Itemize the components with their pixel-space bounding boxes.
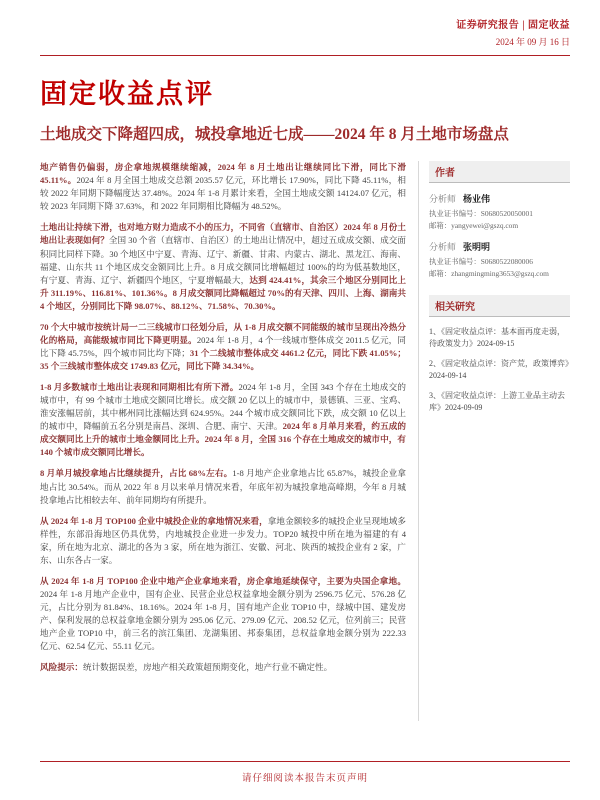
paragraph-text: 全国 30 个省（直辖市、自治区）的土地出让情况中，超过五成成交额、成交面积同比同样下降。30 个地区中宁夏、青海、辽宁、新疆、甘肃、内蒙古、湖北、黑龙江、海南、福建、山东共 11 个地区成交金额同比上升。8 月成交额同比增幅超过 100%的均为低基数地区，有宁夏、青海、辽宁、新疆四个地区，宁夏增幅最大， <box>40 235 406 285</box>
body-paragraph <box>40 661 406 674</box>
paragraph-emphasis: 从 2024 年 1-8 月 TOP100 企业中地产企业拿地来看，房企拿地延续保守，主要为央国企拿地。 <box>40 575 406 586</box>
report-category: 证券研究报告 | 固定收益 <box>456 20 570 31</box>
analyst-card <box>429 192 570 231</box>
body-paragraph <box>40 515 406 567</box>
related-research-item: 3、《固定收益点评：上游工业品主动去库》2024-09-09 <box>429 390 565 412</box>
analyst-certificate: 执业证书编号：S0680520050001 <box>429 209 533 219</box>
paragraph-emphasis: 从 2024 年 1-8 月 TOP100 企业中城投企业的拿地情况来看， <box>40 515 268 526</box>
report-subtitle: 土地成交下降超四成，城投拿地近七成——2024 年 8 月土地市场盘点 <box>40 126 509 143</box>
content-area <box>40 161 570 721</box>
page-title: 固定收益点评 <box>40 79 214 109</box>
author-section-label: 作者 <box>429 161 570 183</box>
paragraph-text: 2024 年 1-8 月，4 个一线城市整体成交 2011.5 亿元，同比下降 45.75%，四个城市同比均下降； <box>40 334 406 358</box>
body-paragraph <box>40 381 406 459</box>
body-paragraph <box>40 321 406 373</box>
analyst-name: 张明明 <box>463 242 491 253</box>
paragraph-text: 2024 年 8 月全国土地成交总额 2035.57 亿元，环比增长 17.90%，同比下降 45.11%，相较 2022 年同期下降幅度达 37.48%。2024 年 1-8 月累计来看，全国土地成交额 14124.07 亿元，相较 2023 年同期下降 37.63%，和 2022 年同期相比降幅为 48.52%。 <box>40 175 406 212</box>
footer-disclaimer: 请仔细阅读本报告末页声明 <box>241 774 368 784</box>
analyst-list <box>429 192 570 279</box>
sidebar <box>418 161 570 721</box>
analyst-email: 邮箱：yangyewei@gszq.com <box>429 220 519 230</box>
paragraph-text: 2024 年 1-8 月，全国 343 个存在土地成交的城市中，有 99 个城市土地成交额同比增长。成交额 20 亿以上的城市中，景德镇、三亚、宝鸡、淮安涨幅居前，其中郴州同比涨幅达到 624.95%。244 个城市成交额同比下跌，成交额 10 亿以上的城市中，降幅前五名分别是南昌、深圳、合肥、南宁、天津。 <box>40 382 406 432</box>
body-paragraph <box>40 575 406 653</box>
paragraph-emphasis: 70 个大中城市按统计局一二三线城市口径划分后，从 1-8 月成交额不同能级的城市呈现出冷热分化的格局，高能级城市同比下降更明显。 <box>40 321 406 345</box>
analyst-role: 分析师 <box>429 194 457 205</box>
paragraph-text: 2024 年 1-8 月地产企业中，国有企业、民营企业总权益拿地金额分别为 2596.75 亿元、576.28 亿元，占比分别为 81.84%、18.16%。2024 年 1-8 月，国有地产企业 TOP10 中，绿城中国、建发房产、保利发展的总权益拿地金额分别为 295.06 亿元、279.09 亿元、208.52 亿元，位列前三；民营地产企业 TOP10 中，前三名的滨江集团、龙湖集团、邦泰集团，总权益拿地金额分别为 222.33 亿元、62.54 亿元、55.11 亿元。 <box>40 588 406 652</box>
paragraph-emphasis: 8 月单月城投拿地占比继续提升，占比 68%左右。 <box>40 468 233 479</box>
analyst-role: 分析师 <box>429 242 457 253</box>
body-paragraph <box>40 467 406 506</box>
header-divider <box>40 55 570 56</box>
related-research-item: 1、《固定收益点评：基本面再度走弱，待政策发力》2024-09-15 <box>429 327 565 349</box>
analyst-certificate: 执业证书编号：S0680522080006 <box>429 257 533 267</box>
related-research-item: 2、《固定收益点评：资产荒，政策博弈》2024-09-14 <box>429 358 569 381</box>
paragraph-emphasis: 土地出让持续下滑，也对地方财力造成不小的压力，不同省（直辖市、自治区）2024 年 8 月份土地出让表现如何？ <box>40 222 406 246</box>
body-paragraph <box>40 161 406 213</box>
paragraph-emphasis: 风险提示： <box>40 662 83 673</box>
related-section-label: 相关研究 <box>429 295 570 317</box>
report-footer <box>40 761 570 784</box>
analyst-name: 杨业伟 <box>463 194 491 205</box>
body-paragraph <box>40 221 406 312</box>
report-body <box>40 161 406 682</box>
report-header <box>40 16 570 48</box>
analyst-header <box>429 192 570 205</box>
paragraph-emphasis: 1-8 月多数城市土地出让表现和同期相比有所下滑。 <box>40 382 239 393</box>
analyst-card <box>429 240 570 279</box>
analyst-header <box>429 240 570 253</box>
analyst-email: 邮箱：zhangmingming3653@gszq.com <box>429 268 549 278</box>
report-date: 2024 年 09 月 16 日 <box>495 37 570 47</box>
paragraph-text: 统计数据误差，房地产相关政策超预期变化，地产行业不确定性。 <box>82 662 333 673</box>
paragraph-emphasis: 31 个二线城市整体成交 4461.2 亿元，同比下跌 41.05%；35 个三线城市整体成交 1749.83 亿元，同比下降 34.34%。 <box>40 347 406 371</box>
paragraph-text: 1-8 月地产企业拿地占比 65.87%，城投企业拿地占比 30.54%。而从 2022 年 8 月以来单月情况来看，年底年初为城投拿地高峰期，今年 8 月城投拿地占比相较去年、前年同期均有所提升。 <box>40 468 406 505</box>
paragraph-emphasis: 地产销售仍偏弱，房企拿地规模继续缩减，2024 年 8 月土地出让继续同比下滑，同比下滑 45.11%。 <box>40 162 406 186</box>
footer-divider <box>40 761 570 762</box>
paragraph-emphasis: 2024 年 8 月单月来看，约五成的成交额同比上升的城市土地金额同比上升。2024 年 8 月，全国 316 个存在土地成交的城市中，有 140 个城市成交额同比增长。 <box>40 421 406 458</box>
paragraph-text: 拿地金额较多的城投企业呈现地域多样性，东部沿海地区仍具优势，内地城投企业进一步发力。TOP20 城投中所在地为福建的有 4 家，所在地为北京、湖北的各为 3 家，所在地为浙江、安徽、河北、陕西的城投企业有 2 家，广东、山东各占一家。 <box>40 515 406 565</box>
paragraph-emphasis: 达到 424.41%，其余三个地区分别同比上升 311.19%、116.81%、101.36%。8 月成交额同比降幅超过 70%的有天津、四川、上海、湖南共 4 个地区，分别同比下降 98.07%、88.12%、71.58%、70.30%。 <box>40 274 406 311</box>
related-research-list <box>429 326 570 414</box>
